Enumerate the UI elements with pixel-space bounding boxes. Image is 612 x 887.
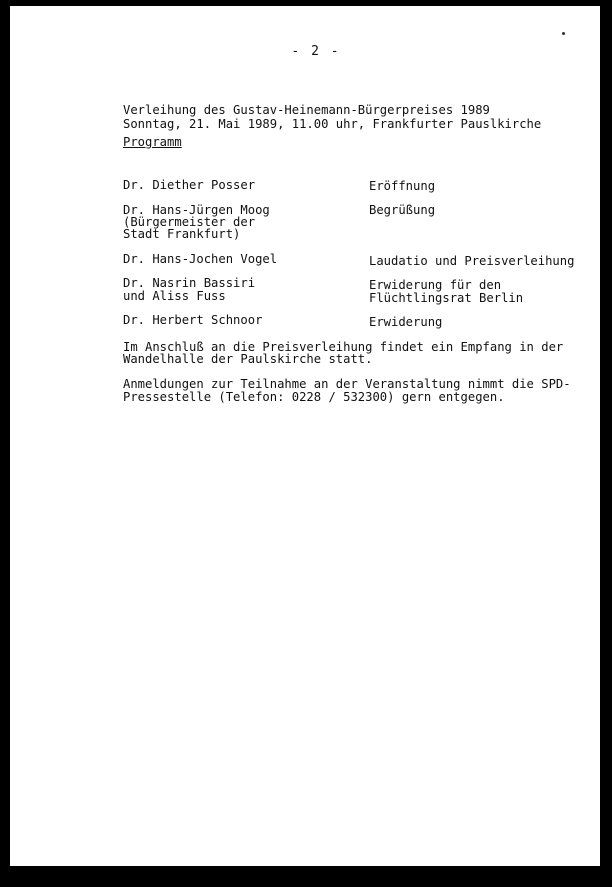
program-role: Erwiderung [369, 315, 443, 329]
program-role: Begrüßung [369, 203, 436, 217]
program-person: und Aliss Fuss [123, 289, 226, 303]
program-person: Dr. Diether Posser [123, 178, 256, 192]
registration-paragraph-line: Anmeldungen zur Teilnahme an der Veranstaltung nimmt die SPD- [123, 377, 571, 391]
program-person: Dr. Hans-Jochen Vogel [123, 252, 278, 266]
program-person-note: (Bürgermeister der [123, 215, 256, 229]
program-role: Eröffnung [369, 179, 436, 193]
event-title: Verleihung des Gustav-Heinemann-Bürgerpreises 1989 [123, 103, 490, 117]
page-number: - 2 - [291, 44, 341, 59]
program-role: Erwiderung für den [369, 278, 502, 292]
program-person: Dr. Herbert Schnoor [123, 313, 263, 327]
program-person: Dr. Hans-Jürgen Moog [123, 203, 270, 217]
reception-paragraph-line: Wandelhalle der Paulskirche statt. [123, 352, 373, 366]
program-person-note: Stadt Frankfurt) [123, 227, 241, 241]
scan-speck [562, 32, 565, 35]
registration-paragraph-line: Pressestelle (Telefon: 0228 / 532300) gern entgegen. [123, 390, 505, 404]
program-role: Laudatio und Preisverleihung [369, 254, 575, 268]
reception-paragraph-line: Im Anschluß an die Preisverleihung findet ein Empfang in der [123, 340, 564, 354]
program-role: Flüchtlingsrat Berlin [369, 291, 524, 305]
document-page [10, 6, 600, 866]
program-heading: Programm [123, 135, 182, 149]
event-date-location: Sonntag, 21. Mai 1989, 11.00 uhr, Frankfurter Pauslkirche [123, 117, 542, 131]
program-person: Dr. Nasrin Bassiri [123, 276, 256, 290]
